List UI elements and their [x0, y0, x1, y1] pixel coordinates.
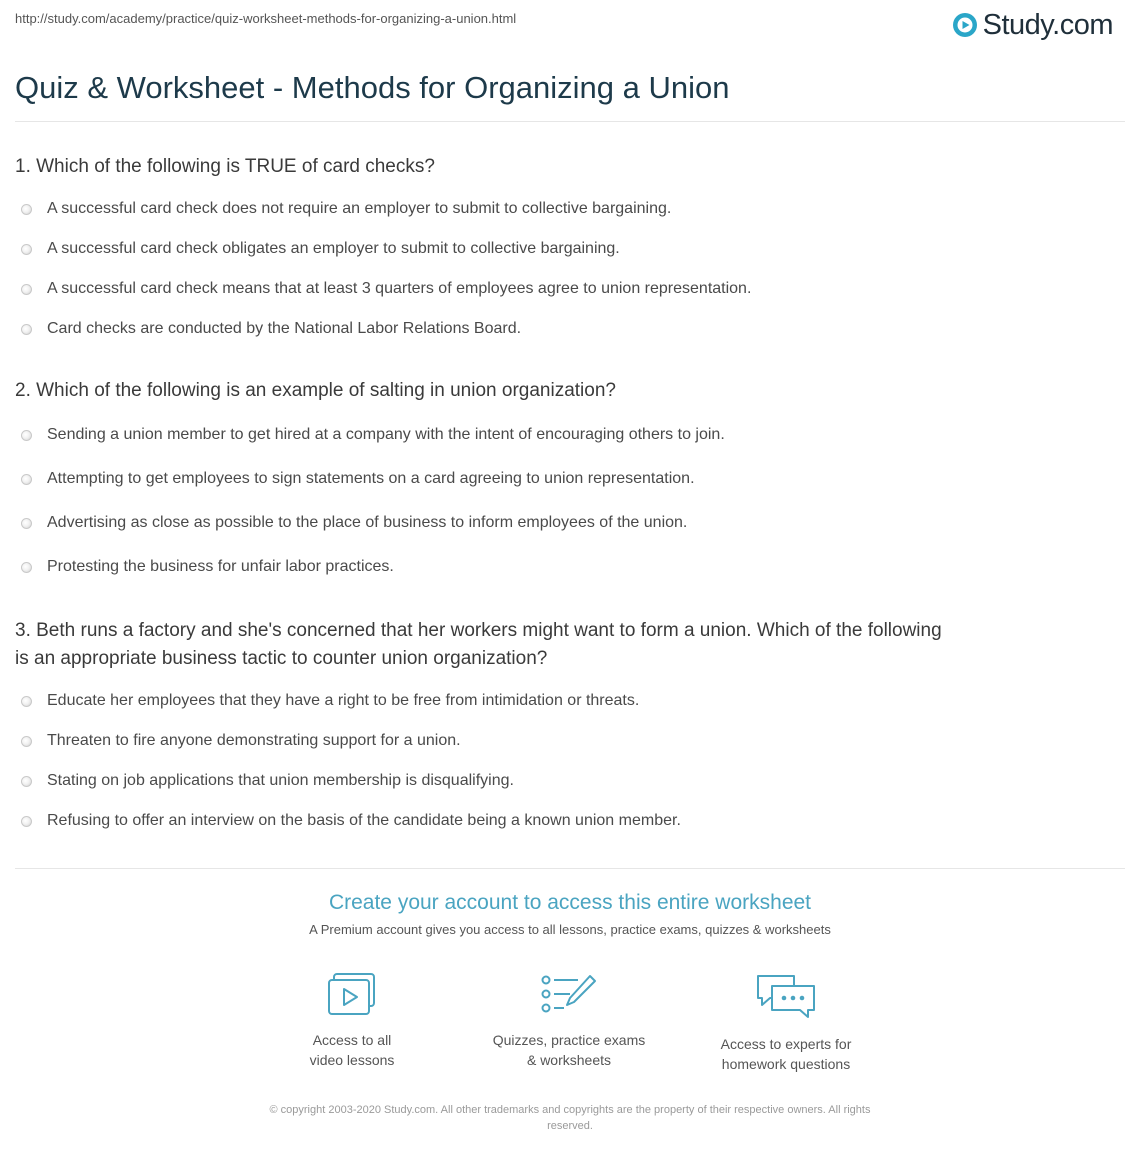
question-2 — [15, 377, 1125, 405]
copyright-footer — [210, 1102, 930, 1134]
quiz-checklist-icon — [540, 972, 598, 1018]
radio-button[interactable] — [21, 324, 32, 335]
answer-option[interactable] — [21, 730, 461, 752]
radio-button[interactable] — [21, 430, 32, 441]
page-title: Quiz & Worksheet - Methods for Organizing a Union — [15, 70, 730, 105]
radio-button[interactable] — [21, 816, 32, 827]
answer-text: Attempting to get employees to sign statements on a card agreeing to union representation. — [47, 470, 695, 487]
feature-text-line-1: Access to experts for — [720, 1036, 852, 1052]
answer-option[interactable] — [21, 690, 639, 712]
answer-text: Stating on job applications that union membership is disqualifying. — [47, 772, 514, 789]
radio-button[interactable] — [21, 776, 32, 787]
create-account-link[interactable]: Create your account to access this entire worksheet — [328, 891, 812, 914]
answer-option[interactable] — [21, 278, 751, 300]
radio-button[interactable] — [21, 284, 32, 295]
answer-option[interactable] — [21, 556, 394, 578]
video-lessons-icon — [326, 972, 378, 1018]
answer-text: Threaten to fire anyone demonstrating support for a union. — [47, 732, 461, 749]
feature-text-line-2: homework questions — [721, 1056, 851, 1072]
answer-option[interactable] — [21, 512, 687, 534]
answer-text: A successful card check means that at least 3 quarters of employees agree to union representation. — [47, 280, 752, 297]
play-logo-icon — [952, 12, 978, 38]
answer-option[interactable] — [21, 468, 695, 490]
answer-text: A successful card check does not require an employer to submit to collective bargaining. — [47, 200, 672, 217]
radio-button[interactable] — [21, 244, 32, 255]
answer-text: Advertising as close as possible to the place of business to inform employees of the union. — [47, 514, 688, 531]
cta-subtitle: A Premium account gives you access to all lessons, practice exams, quizzes & worksheets — [309, 922, 831, 937]
radio-button[interactable] — [21, 736, 32, 747]
radio-button[interactable] — [21, 562, 32, 573]
question-text-line-1: 3. Beth runs a factory and she's concerned that her workers might want to form a union. Which of the following — [15, 620, 942, 641]
answer-text: Card checks are conducted by the National Labor Relations Board. — [47, 320, 522, 337]
answer-option[interactable] — [21, 770, 514, 792]
feature-text-line-1: Access to all — [312, 1032, 392, 1048]
footer-line-1: © copyright 2003-2020 Study.com. All other trademarks and copyrights are the property of their respective owners. All rights — [269, 1104, 871, 1116]
question-3 — [15, 617, 1125, 673]
radio-button[interactable] — [21, 474, 32, 485]
feature-text-line-1: Quizzes, practice exams — [492, 1032, 646, 1048]
radio-button[interactable] — [21, 696, 32, 707]
question-text: 2. Which of the following is an example of salting in union organization? — [15, 380, 616, 401]
question-text-line-2: is an appropriate business tactic to counter union organization? — [15, 648, 548, 669]
radio-button[interactable] — [21, 204, 32, 215]
page-url: http://study.com/academy/practice/quiz-worksheet-methods-for-organizing-a-union.html — [15, 11, 517, 26]
feature-quizzes — [469, 972, 669, 1070]
feature-text-line-2: video lessons — [309, 1052, 395, 1068]
feature-video-lessons — [252, 972, 452, 1070]
top-bar — [15, 0, 1125, 50]
question-text: 1. Which of the following is TRUE of card checks? — [15, 156, 435, 177]
logo-text: Study.com — [982, 8, 1113, 41]
answer-option[interactable] — [21, 810, 681, 832]
title-divider — [15, 121, 1125, 122]
study-logo[interactable] — [952, 8, 1113, 42]
question-1 — [15, 153, 1125, 181]
answer-text: Refusing to offer an interview on the basis of the candidate being a known union member. — [47, 812, 681, 829]
answer-option[interactable] — [21, 318, 521, 340]
chat-bubbles-icon — [754, 972, 818, 1022]
answer-option[interactable] — [21, 238, 620, 260]
answer-text: Sending a union member to get hired at a company with the intent of encouraging others to join. — [47, 426, 725, 443]
footer-line-2: reserved. — [547, 1120, 593, 1132]
answer-text: Protesting the business for unfair labor practices. — [47, 558, 394, 575]
answer-option[interactable] — [21, 198, 671, 220]
feature-experts — [686, 972, 886, 1074]
feature-text-line-2: & worksheets — [526, 1052, 612, 1068]
answer-text: Educate her employees that they have a right to be free from intimidation or threats. — [47, 692, 640, 709]
radio-button[interactable] — [21, 518, 32, 529]
answer-text: A successful card check obligates an employer to submit to collective bargaining. — [47, 240, 620, 257]
cta-divider — [15, 868, 1125, 869]
answer-option[interactable] — [21, 424, 725, 446]
